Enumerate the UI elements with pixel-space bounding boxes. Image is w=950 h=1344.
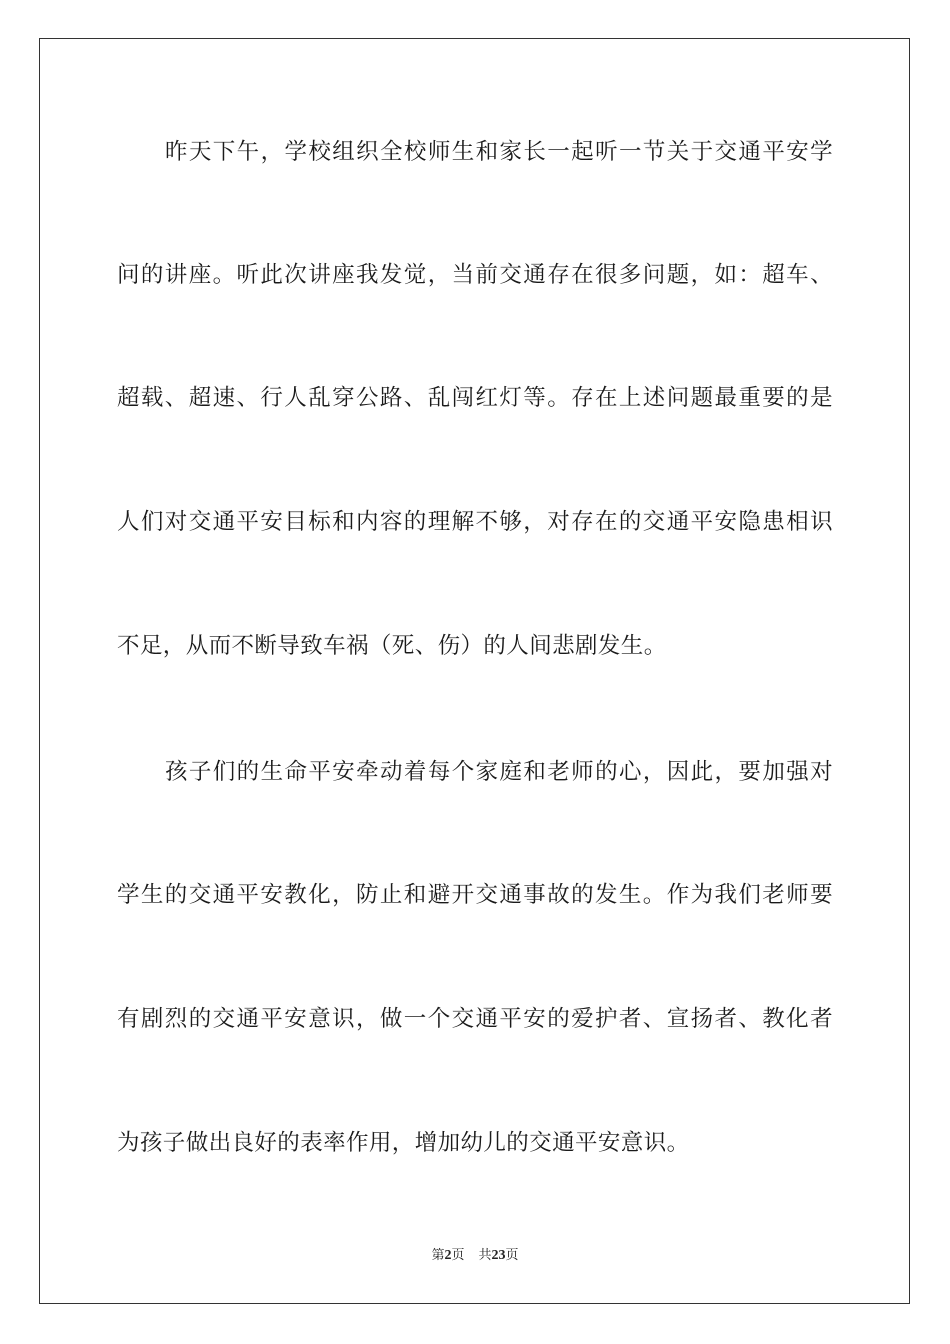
paragraph-1-line-1: 昨天下午，学校组织全校师生和家长一起听一节关于交通平安学 xyxy=(165,139,833,165)
footer-total-prefix: 共 xyxy=(478,1248,492,1263)
paragraph-2-line-1: 孩子们的生命平安牵动着每个家庭和老师的心，因此，要加强对 xyxy=(165,759,833,785)
paragraph-1-line-4: 人们对交通平安目标和内容的理解不够，对存在的交通平安隐患相识 xyxy=(117,509,833,535)
footer-page-suffix: 页 xyxy=(451,1248,465,1263)
page-footer xyxy=(0,1248,950,1264)
paragraph-1-line-2: 问的讲座。听此次讲座我发觉，当前交通存在很多问题，如：超车、 xyxy=(117,262,833,288)
paragraph-1-line-3: 超载、超速、行人乱穿公路、乱闯红灯等。存在上述问题最重要的是 xyxy=(117,385,833,411)
paragraph-2-line-4: 为孩子做出良好的表率作用，增加幼儿的交通平安意识。 xyxy=(117,1130,690,1156)
page-border xyxy=(39,38,910,1304)
paragraph-2-line-3: 有剧烈的交通平安意识，做一个交通平安的爱护者、宣扬者、教化者 xyxy=(117,1006,833,1032)
footer-total-suffix: 页 xyxy=(505,1248,519,1263)
footer-total-pages: 23 xyxy=(491,1248,506,1263)
footer-page-number: 2 xyxy=(444,1248,452,1263)
paragraph-2-line-2: 学生的交通平安教化，防止和避开交通事故的发生。作为我们老师要 xyxy=(117,882,833,908)
paragraph-1-line-5: 不足，从而不断导致车祸（死、伤）的人间悲剧发生。 xyxy=(117,633,667,659)
footer-page-prefix: 第 xyxy=(431,1248,445,1263)
